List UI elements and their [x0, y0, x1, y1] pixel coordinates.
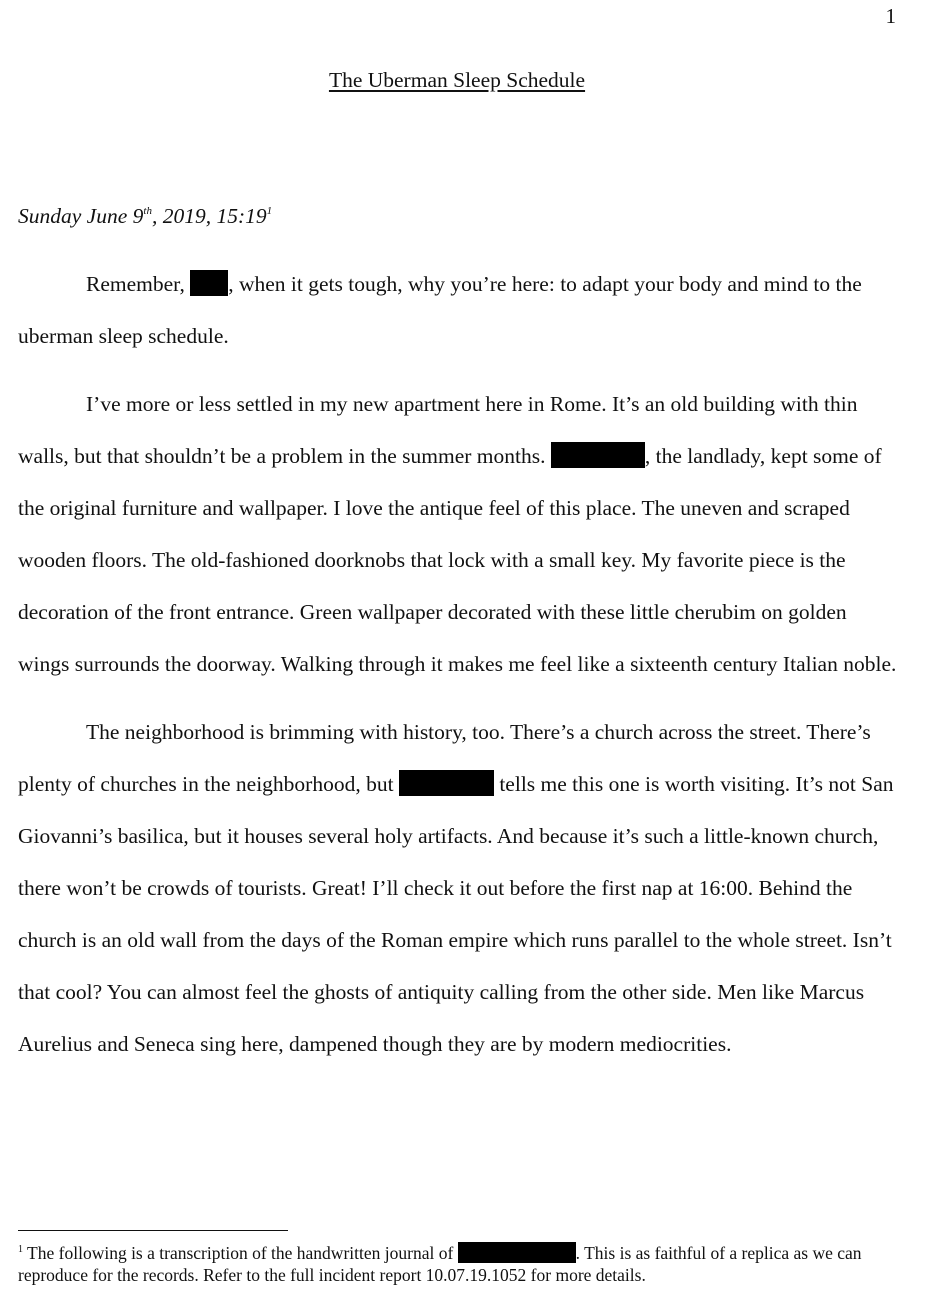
paragraph-3-text-end: tells me this one is worth visiting. It’s not San Giovanni’s basilica, but it houses several holy artifacts. And because it’s such a little-known church, there won’t be crowds of tourists. Great! I’ll check it out before the first nap at 16:00. Behind the church is an old wall from the days of the Roman empire which runs parallel to the whole street. Isn’t that cool? You can almost feel the ghosts of antiquity calling from the other side. Men like Marcus Aurelius and Seneca sing here, dampened though they are by modern mediocrities.	[18, 772, 894, 1056]
paragraph-3	[18, 706, 898, 1070]
entry-date-rest: , 2019, 15:19	[151, 204, 267, 228]
paragraph-1-text-start: Remember,	[86, 272, 191, 296]
paragraph-2-text-end: , the landlady, kept some of the original furniture and wallpaper. I love the antique feel of this place. The uneven and scraped wooden floors. The old-fashioned doorknobs that lock with a small key. My favorite piece is the decoration of the front entrance. Green wallpaper decorated with these little cherubim on golden wings surrounds the doorway. Walking through it makes me feel like a sixteenth century Italian noble.	[18, 444, 897, 676]
redaction-bar-person	[399, 770, 494, 796]
footnote-reference: 1	[266, 205, 273, 217]
footnote-marker: 1	[18, 1244, 23, 1255]
entry-date-heading	[18, 204, 272, 229]
paragraph-2	[18, 378, 898, 690]
redaction-bar-landlady	[551, 442, 645, 468]
journal-body	[18, 258, 898, 1086]
redaction-bar-author	[458, 1242, 576, 1263]
footnote-divider	[18, 1230, 288, 1231]
redaction-bar-name	[190, 270, 228, 296]
footnote-text-start: The following is a transcription of the handwritten journal of	[23, 1243, 458, 1263]
date-ordinal-suffix: th	[143, 205, 152, 217]
entry-date-text: Sunday June 9	[18, 204, 144, 228]
document-title: The Uberman Sleep Schedule	[328, 68, 586, 92]
paragraph-1-text-end: , when it gets tough, why you’re here: to adapt your body and mind to the uberman sleep schedule.	[18, 272, 862, 348]
footnote-text-end: . This is as faithful of a replica as we can reproduce for the records. Refer to the full incident report 10.07.19.1052 for more details.	[18, 1243, 862, 1285]
paragraph-2-text-start: I’ve more or less settled in my new apartment here in Rome. It’s an old building with thin walls, but that shouldn’t be a problem in the summer months.	[18, 392, 858, 468]
paragraph-1	[18, 258, 898, 362]
page-number: 1	[885, 4, 896, 28]
footnote	[18, 1242, 908, 1286]
paragraph-3-text-start: The neighborhood is brimming with history, too. There’s a church across the street. There’s plenty of churches in the neighborhood, but	[18, 720, 871, 796]
